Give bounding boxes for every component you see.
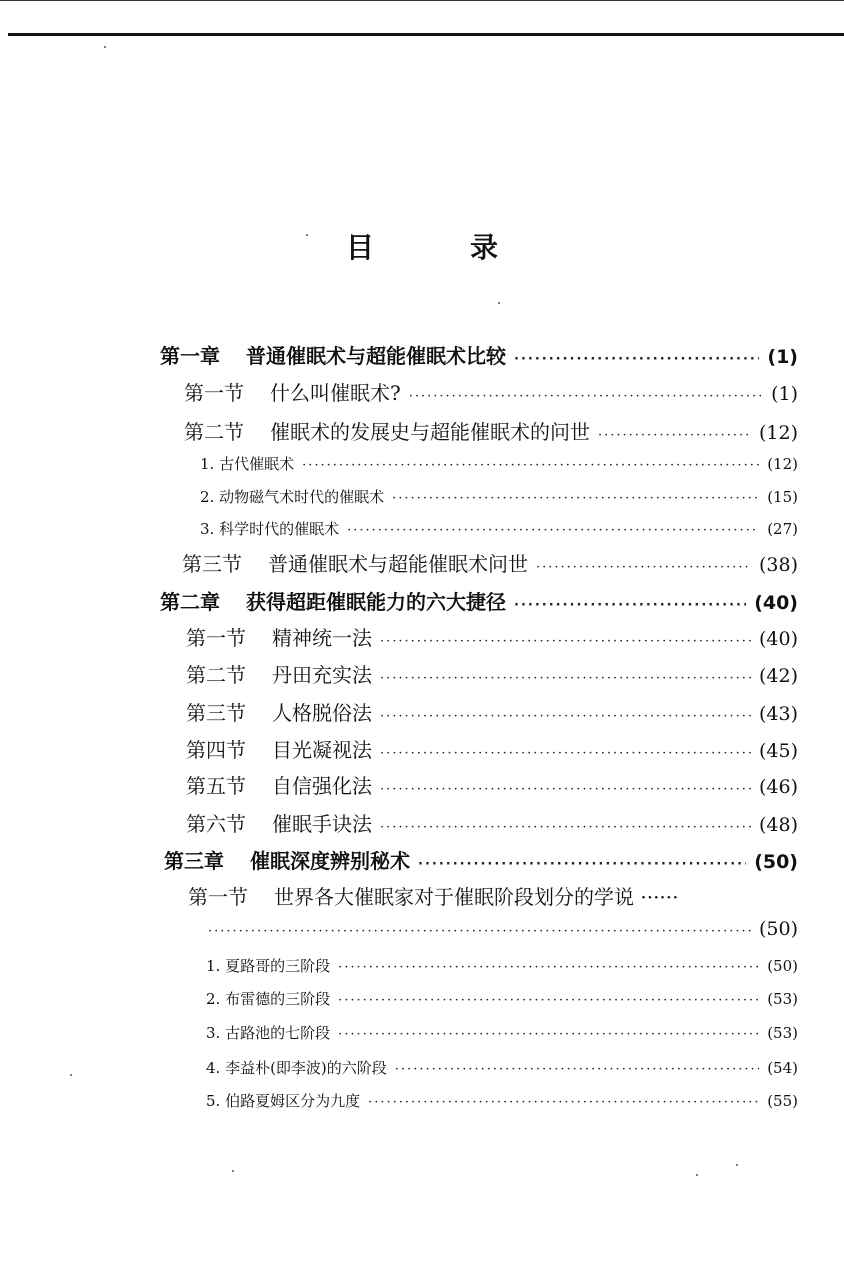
toc-page-number: (45) (758, 740, 798, 762)
toc-page-number: (53) (767, 1024, 798, 1042)
toc-entry-number: 第三章 (164, 849, 224, 873)
toc-dot-leader (338, 1027, 759, 1042)
toc-entry-number: 第二章 (160, 590, 220, 614)
toc-entry-label (186, 770, 372, 799)
toc-dot-leader (380, 709, 751, 724)
toc-entry-number: 第一节 (186, 626, 246, 650)
toc-entry-title: 催眠深度辨别秘术 (250, 849, 410, 873)
toc-page-number: (54) (767, 1059, 798, 1077)
toc-page-number: (12) (758, 422, 798, 444)
toc-dot-leader (368, 1095, 759, 1110)
toc-entry[interactable] (160, 340, 798, 368)
toc-entry-title: 自信强化法 (272, 774, 372, 798)
toc-dot-leader (514, 352, 759, 367)
toc-entry-number: 第三节 (186, 701, 246, 725)
toc-entry-number: 第三节 (182, 552, 242, 576)
toc-entry-number: 第二节 (184, 420, 244, 444)
toc-page-number: (15) (767, 488, 798, 506)
toc-entry-label (206, 1090, 360, 1111)
toc-page-number: (40) (758, 628, 798, 650)
toc-entry[interactable] (188, 881, 798, 909)
toc-dot-leader (598, 428, 751, 443)
toc-entry-title: 2. 布雷德的三阶段 (206, 990, 331, 1008)
toc-entry[interactable] (200, 486, 798, 514)
toc-entry-label (164, 845, 410, 874)
toc-entry-number: 第六节 (186, 812, 246, 836)
toc-entry-label (184, 377, 401, 406)
toc-dot-leader (338, 960, 759, 975)
toc-entry-label (160, 340, 506, 369)
toc-page-number: (50) (758, 918, 798, 940)
toc-dot-leader (347, 523, 759, 538)
toc-entry[interactable] (200, 918, 798, 946)
toc-dot-leader (380, 746, 751, 761)
toc-entry[interactable] (206, 1057, 798, 1085)
toc-entry-label (186, 659, 372, 688)
toc-entry-number: 第五节 (186, 774, 246, 798)
toc-page-number: (43) (758, 703, 798, 725)
toc-entry-number: 第一章 (160, 344, 220, 368)
toc-dot-leader (418, 857, 746, 872)
toc-dot-leader (302, 458, 759, 473)
toc-entry-label (200, 453, 294, 474)
toc-entry-title: 3. 古路池的七阶段 (206, 1024, 331, 1042)
toc-entry-title: 1. 夏路哥的三阶段 (206, 957, 331, 975)
toc-entry[interactable] (186, 770, 798, 798)
toc-entry-label (160, 586, 506, 615)
toc-entry-number: 第二节 (186, 663, 246, 687)
toc-page-number: (53) (767, 990, 798, 1008)
toc-page-number: (50) (767, 957, 798, 975)
toc-entry[interactable] (186, 808, 798, 836)
toc-entry-label (186, 697, 372, 726)
toc-entry-title: 人格脱俗法 (272, 701, 372, 725)
toc-entry-title: 世界各大催眠家对于催眠阶段划分的学说 ······ (274, 885, 679, 909)
toc-entry-title: 丹田充实法 (272, 663, 372, 687)
toc-entry-label (206, 1022, 330, 1043)
toc-entry-label (188, 881, 679, 910)
toc-entry[interactable] (184, 416, 798, 444)
toc-entry[interactable] (164, 845, 798, 873)
toc-page-number: (48) (758, 814, 798, 836)
toc-entry-label (186, 622, 372, 651)
toc-entry[interactable] (206, 1090, 798, 1118)
toc-page-number: (12) (767, 455, 798, 473)
toc-dot-leader (380, 671, 751, 686)
toc-dot-leader (514, 598, 746, 613)
toc-entry-title: 5. 伯路夏姆区分为九度 (206, 1092, 361, 1110)
toc-entry-title: 目光凝视法 (272, 738, 372, 762)
toc-dot-leader (380, 820, 751, 835)
toc-entry-title: 普通催眠术与超能催眠术问世 (268, 552, 528, 576)
page-title: 目 录 (345, 231, 532, 264)
toc-dot-leader (208, 924, 751, 939)
toc-entry-title: 什么叫催眠术? (270, 381, 401, 405)
toc-entry-label (182, 548, 528, 577)
toc-page-number: (1) (767, 346, 798, 368)
toc-entry-title: 普通催眠术与超能催眠术比较 (246, 344, 506, 368)
toc-entry-title: 获得超距催眠能力的六大捷径 (246, 590, 506, 614)
toc-entry-label (200, 486, 384, 507)
toc-dot-leader (395, 1062, 759, 1077)
toc-dot-leader (380, 634, 751, 649)
toc-entry[interactable] (184, 377, 798, 405)
toc-page-number: (38) (758, 554, 798, 576)
toc-entry-title: 2. 动物磁气术时代的催眠术 (200, 488, 385, 506)
toc-entry-number: 第一节 (184, 381, 244, 405)
toc-entry-title: 精神统一法 (272, 626, 372, 650)
toc-page-number: (27) (767, 520, 798, 538)
toc-dot-leader (380, 782, 751, 797)
toc-entry-label (200, 518, 339, 539)
toc-entry-number: 第一节 (188, 885, 248, 909)
toc-page-number: (42) (758, 665, 798, 687)
toc-entry[interactable] (186, 659, 798, 687)
toc-entry-title: 3. 科学时代的催眠术 (200, 520, 340, 538)
toc-entry-title: 1. 古代催眠术 (200, 455, 295, 473)
toc-page-number: (40) (754, 592, 798, 614)
toc-page-number: (50) (754, 851, 798, 873)
toc-entry-label (206, 1057, 387, 1078)
toc-entry[interactable] (200, 453, 798, 481)
toc-entry-label (184, 416, 590, 445)
toc-page-number: (46) (758, 776, 798, 798)
toc-entry-label (206, 955, 330, 976)
toc-entry-title: 催眠术的发展史与超能催眠术的问世 (270, 420, 590, 444)
toc-dot-leader (536, 560, 751, 575)
toc-entry-label (206, 988, 330, 1009)
toc-page-number: (1) (771, 383, 798, 405)
toc-entry[interactable] (186, 622, 798, 650)
toc-entry[interactable] (200, 518, 798, 546)
toc-page-number: (55) (767, 1092, 798, 1110)
toc-entry-label (186, 734, 372, 763)
toc-entry[interactable] (182, 548, 798, 576)
toc-entry[interactable] (206, 988, 798, 1016)
toc-entry-number: 第四节 (186, 738, 246, 762)
toc-entry[interactable] (160, 586, 798, 614)
toc-entry[interactable] (206, 955, 798, 983)
toc-dot-leader (338, 993, 759, 1008)
toc-entry-title: 催眠手诀法 (272, 812, 372, 836)
toc-dot-leader (409, 389, 763, 404)
toc-entry[interactable] (186, 697, 798, 725)
toc-entry-label (186, 808, 372, 837)
toc-entry[interactable] (206, 1022, 798, 1050)
toc-dot-leader (392, 491, 759, 506)
toc-entry-title: 4. 李益朴(即李波)的六阶段 (206, 1059, 387, 1077)
toc-entry[interactable] (186, 734, 798, 762)
